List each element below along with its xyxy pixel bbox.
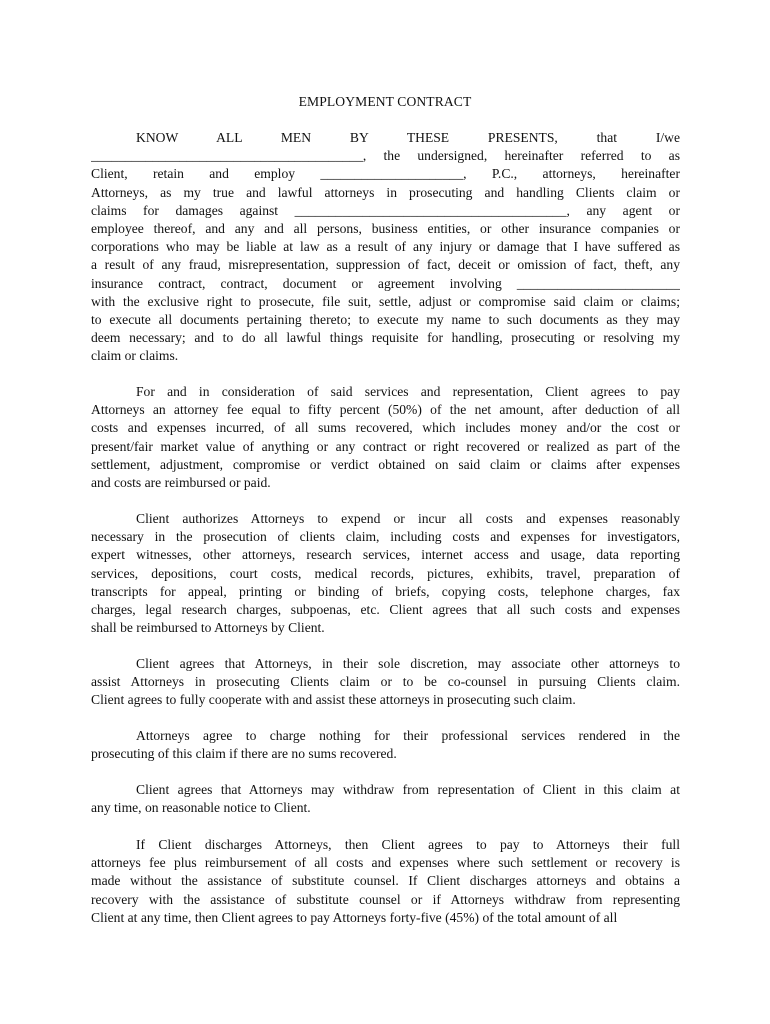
text-line: For and in consideration of said services and representation, Client agrees to pay — [136, 384, 680, 399]
paragraph-associate-attorneys — [91, 655, 680, 710]
paragraph-costs-expenses — [91, 510, 680, 637]
text-line: any time, on reasonable notice to Client. — [91, 800, 311, 816]
text-line: Client authorizes Attorneys to expend or incur all costs and expenses reasonably — [136, 511, 680, 526]
text-line: assist Attorneys in prosecuting Clients claim or to be co-counsel in pursuing Clients claim. — [91, 674, 680, 690]
paragraph-no-recovery — [91, 727, 680, 763]
text-line: recovery with the assistance of substitute counsel or if Attorneys withdraw from representing — [91, 891, 680, 907]
text-line: charges, legal research charges, subpoenas, etc. Client agrees that all such costs and expenses — [91, 602, 680, 618]
text-line: employee thereof, and any and all persons, business entities, or other insurance companies or — [91, 221, 680, 237]
text-line: and costs are reimbursed or paid. — [91, 475, 271, 491]
text-line: Client agrees to fully cooperate with and assist these attorneys in prosecuting such claim. — [91, 692, 576, 708]
text-line: Attorneys agree to charge nothing for their professional services rendered in the — [136, 728, 680, 743]
text-line: services, depositions, court costs, medical records, pictures, exhibits, travel, preparation of — [91, 565, 680, 581]
text-line: costs and expenses incurred, of all sums recovered, which includes money and/or the cost or — [91, 420, 680, 436]
text-line: transcripts for appeal, printing or binding of briefs, copying costs, telephone charges, fax — [91, 583, 680, 599]
text-line: expert witnesses, other attorneys, research services, internet access and usage, data reporting — [91, 547, 680, 563]
text-line: shall be reimbursed to Attorneys by Client. — [91, 620, 325, 636]
text-line: Attorneys an attorney fee equal to fifty percent (50%) of the net amount, after deduction of all — [91, 402, 680, 418]
text-line: Attorneys, as my true and lawful attorneys in prosecuting and handling Clients claim or — [91, 184, 680, 200]
text-line: present/fair market value of anything or any contract or right recovered or realized as part of the — [91, 438, 680, 454]
text-line: Client at any time, then Client agrees to pay Attorneys forty-five (45%) of the total amount of all — [91, 909, 618, 925]
text-line: attorneys fee plus reimbursement of all costs and expenses where such settlement or recovery is — [91, 855, 680, 871]
document-title: EMPLOYMENT CONTRACT — [298, 94, 472, 109]
text-line: necessary in the prosecution of clients claim, including costs and expenses for investigators, — [91, 529, 680, 545]
text-line: KNOW ALL MEN BY THESE PRESENTS, that I/we — [136, 130, 680, 145]
paragraph-discharge — [91, 836, 680, 927]
text-line: deem necessary; and to do all lawful things requisite for handling, prosecuting or resolving my — [91, 330, 680, 346]
text-line: made without the assistance of substitute counsel. If Client discharges attorneys and obtains a — [91, 873, 680, 889]
paragraph-withdrawal — [91, 781, 680, 817]
paragraph-appointment — [91, 129, 680, 366]
text-line: with the exclusive right to prosecute, file suit, settle, adjust or compromise said claim or claims; — [91, 293, 680, 309]
text-line: Client agrees that Attorneys may withdraw from representation of Client in this claim at — [136, 782, 680, 797]
paragraph-attorney-fee — [91, 383, 680, 492]
text-line: a result of any fraud, misrepresentation, suppression of fact, deceit or omission of fact, theft, any — [91, 257, 680, 273]
text-line: ________________________________________, the undersigned, hereinafter referred to as — [91, 148, 680, 164]
text-line: Client, retain and employ _____________________, P.C., attorneys, hereinafter — [91, 166, 680, 182]
text-line: claims for damages against ________________________________________, any agent or — [91, 202, 680, 218]
text-line: corporations who may be liable at law as a result of any injury or damage that I have suffered as — [91, 239, 680, 255]
text-line: If Client discharges Attorneys, then Client agrees to pay to Attorneys their full — [136, 837, 680, 852]
text-line: claim or claims. — [91, 348, 179, 364]
text-line: Client agrees that Attorneys, in their sole discretion, may associate other attorneys to — [136, 656, 680, 671]
text-line: prosecuting of this claim if there are no sums recovered. — [91, 746, 397, 762]
text-line: settlement, adjustment, compromise or verdict obtained on said claim or claims after expenses — [91, 456, 680, 472]
text-line: insurance contract, contract, document or agreement involving ________________________ — [91, 275, 680, 291]
text-line: to execute all documents pertaining thereto; to execute my name to such documents as they may — [91, 312, 680, 328]
